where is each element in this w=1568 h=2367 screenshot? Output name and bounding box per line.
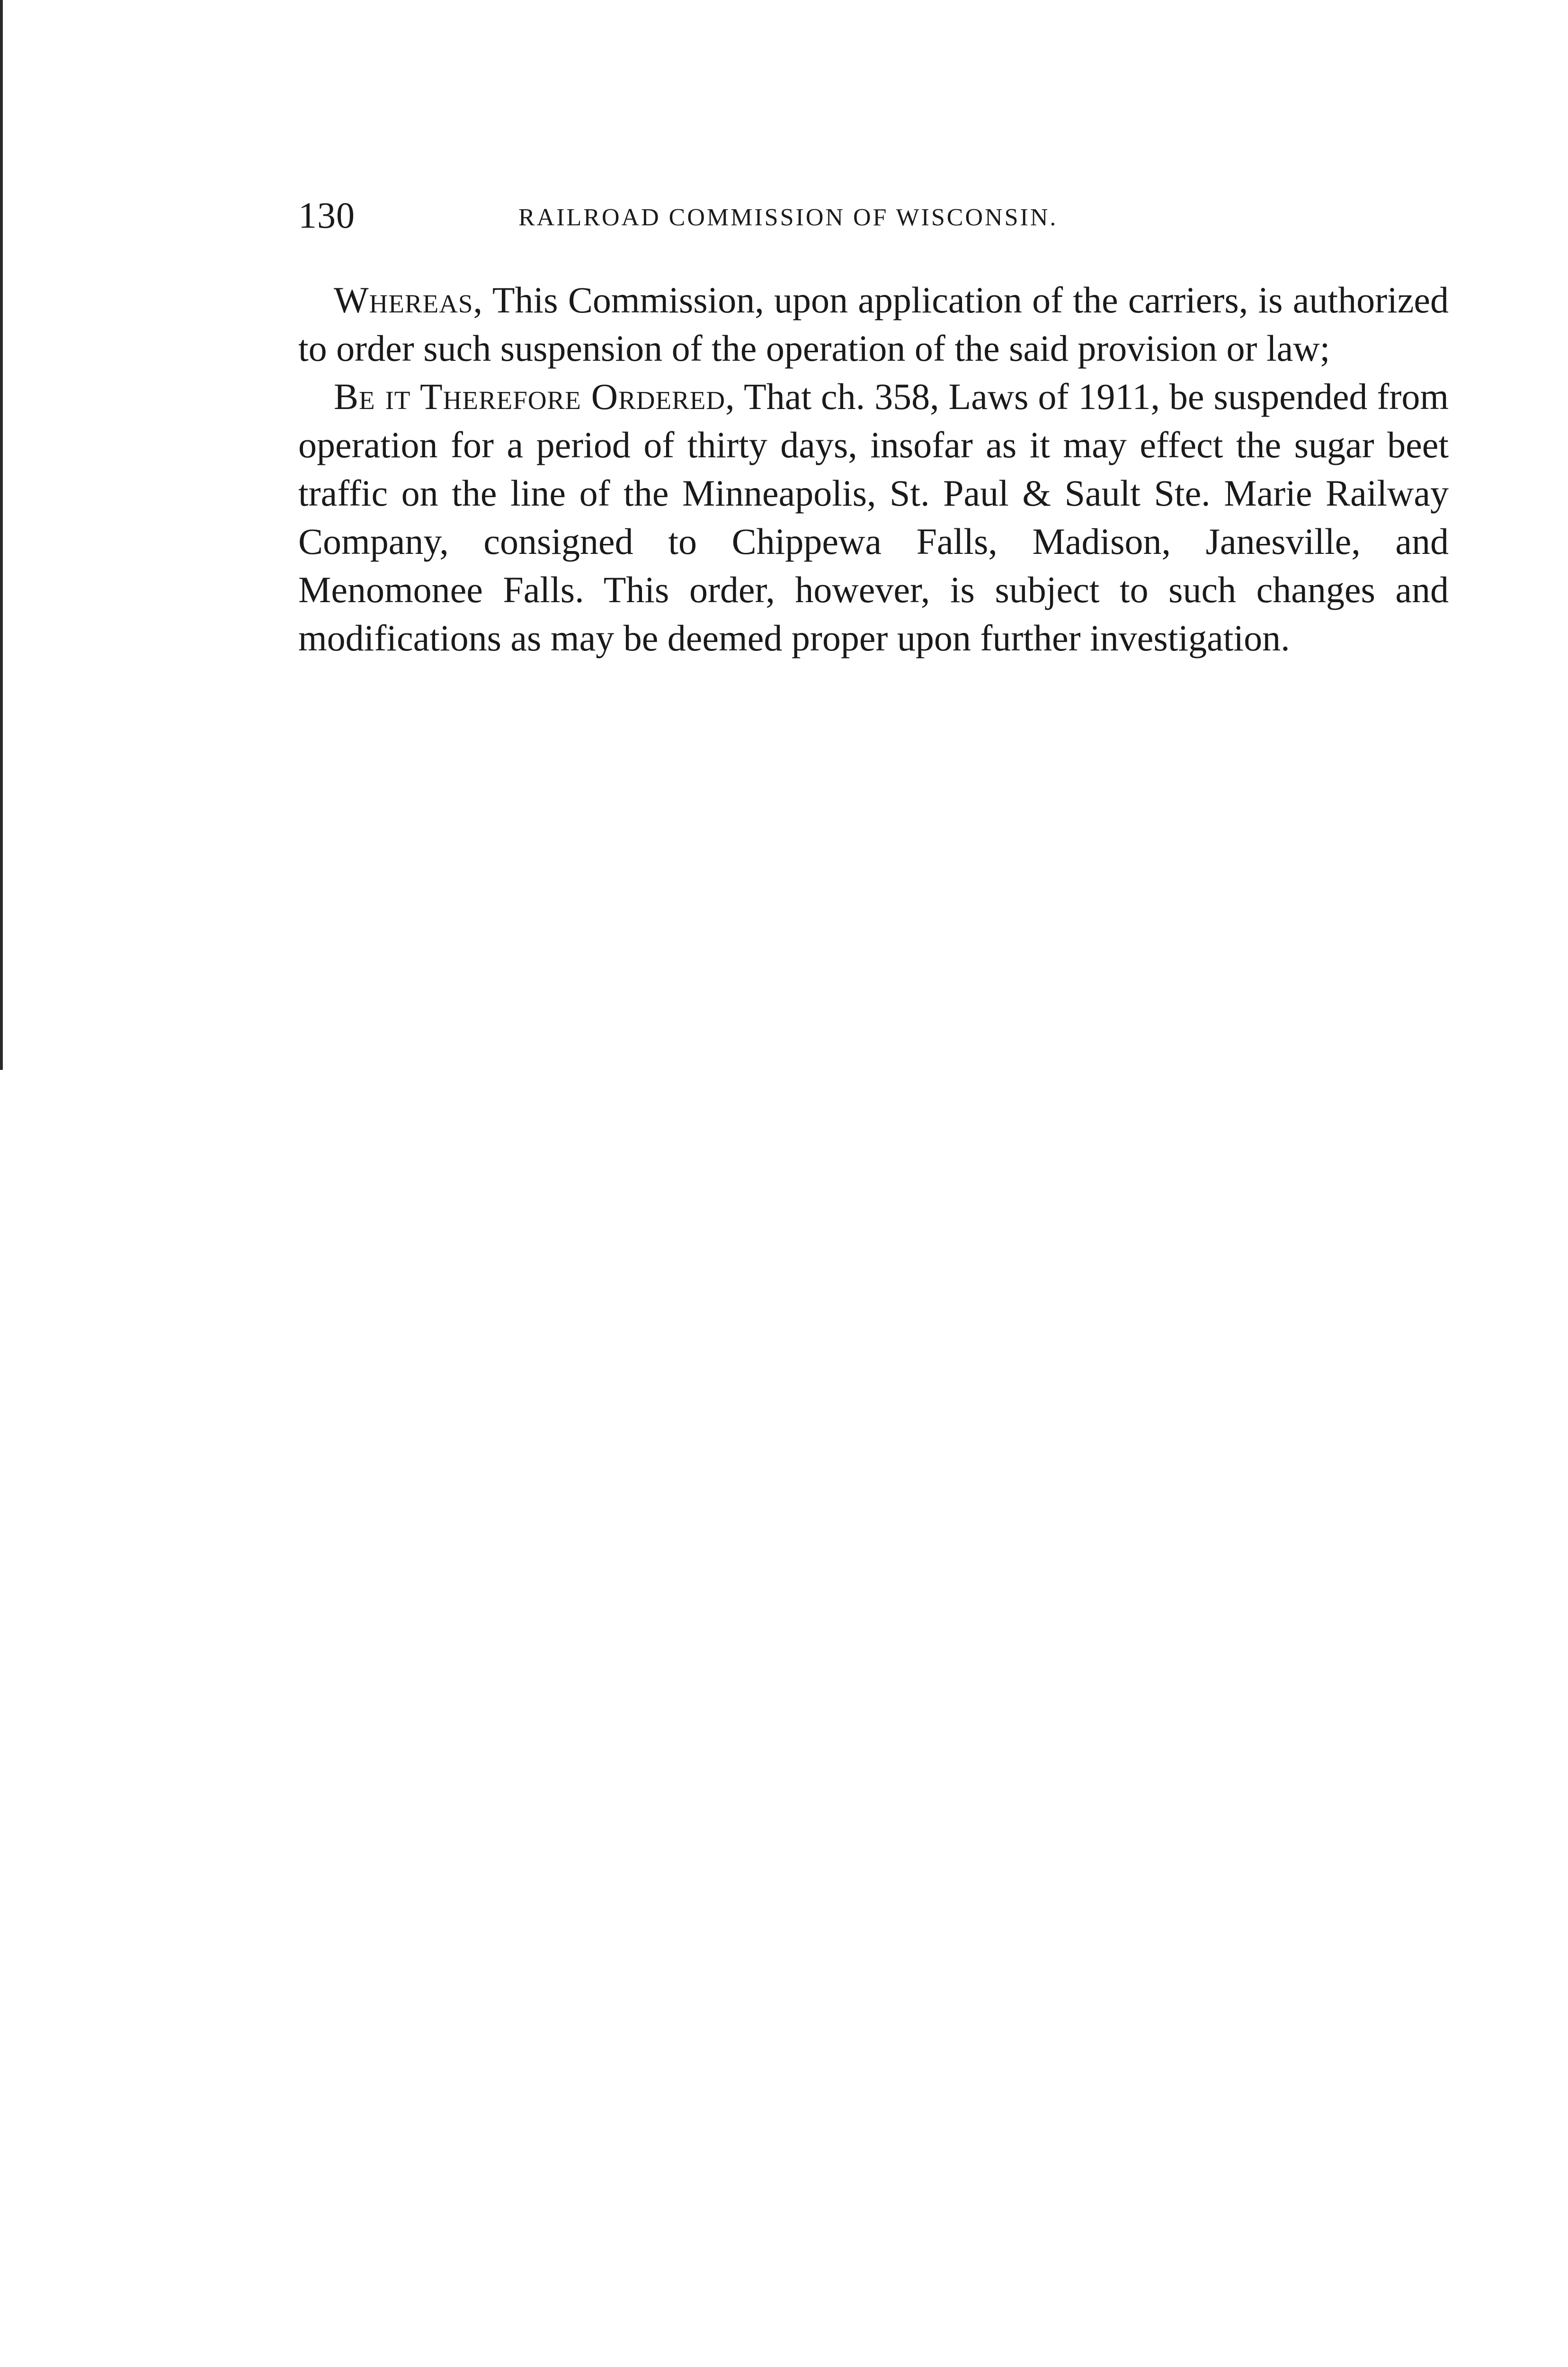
page-number: 130 [298, 195, 355, 236]
paragraph-text: This Commission, upon application of the carriers, is authorized to order such suspension of the operation of the said provision or law; [298, 279, 1449, 369]
paragraph-lead: Whereas, [334, 279, 483, 320]
paragraph-text: That ch. 358, Laws of 1911, be suspended from operation for a period of thirty days, insofar as it may effect the sugar beet traffic on the line of the Minneapolis, St. Paul & Sault Ste. Marie Railway Company, consigned to Chippewa Falls, Madison, Janesville, and Menomonee Falls. This order, however, is subject to such changes and modifications as may be deemed proper upon further investigation. [298, 376, 1449, 658]
scan-left-edge [0, 0, 3, 1070]
paragraph-lead: Be it Therefore Ordered, [334, 376, 735, 417]
body-text [298, 276, 1449, 662]
paragraph-order [298, 373, 1449, 662]
header-title: RAILROAD COMMISSION OF WISCONSIN. [518, 204, 1058, 231]
running-head [298, 189, 1449, 241]
paragraph-whereas [298, 276, 1449, 373]
